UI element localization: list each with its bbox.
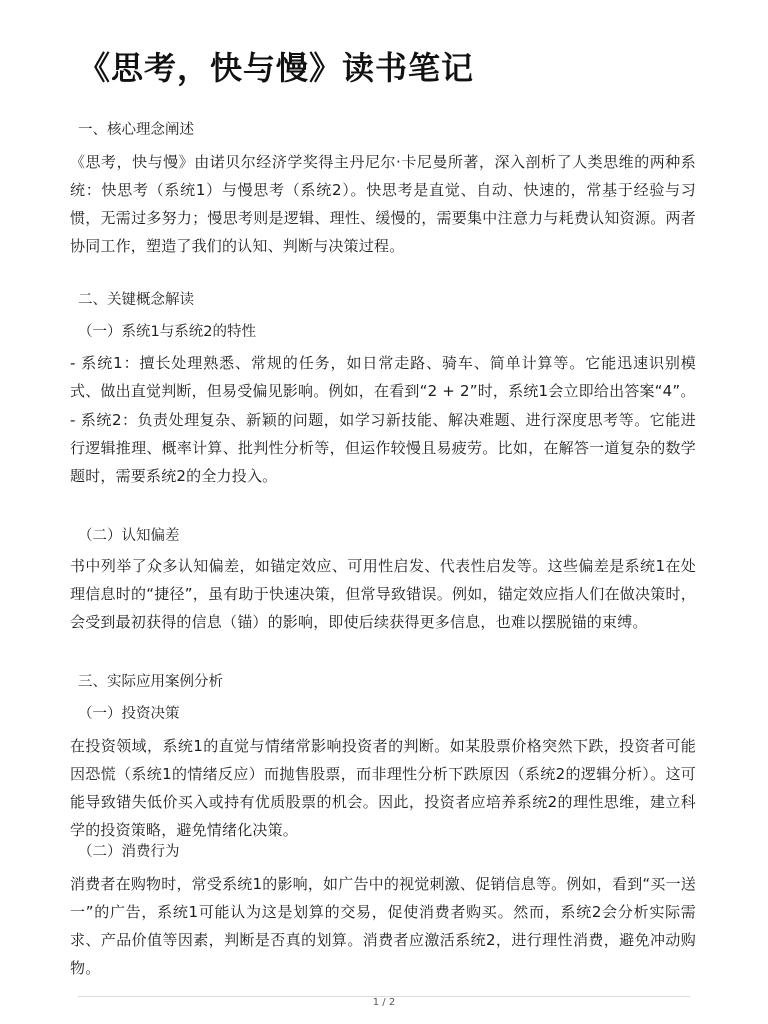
section-heading-core-ideas: 一、核心理念阐述 bbox=[78, 122, 194, 138]
section-heading-key-concepts: 二、关键概念解读 bbox=[78, 292, 194, 308]
paragraph-consumption: 消费者在购物时，常受系统1的影响，如广告中的视觉刺激、促销信息等。例如，看到“买一送一”的广告，系统1可能认为这是划算的交易，促使消费者购买。然而，系统2会分析实际需求、产品价值等因素，判断是否真的划算。消费者应激活系统2，进行理性消费，避免冲动购物。 bbox=[70, 875, 696, 977]
paragraph-cognitive-bias: 书中列举了众多认知偏差，如锚定效应、可用性启发、代表性启发等。这些偏差是系统1在处理信息时的“捷径”，虽有助于快速决策，但常导致错误。例如，锚定效应指人们在做决策时，会受到最初获得的信息（锚）的影响，即使后续获得更多信息，也难以摆脱锚的束缚。 bbox=[70, 557, 696, 631]
paragraph-system1: - 系统1：擅长处理熟悉、常规的任务，如日常走路、骑车、简单计算等。它能迅速识别模式、做出直觉判断，但易受偏见影响。例如，在看到“2 + 2”时，系统1会立即给出答案“4”。 bbox=[70, 354, 696, 400]
paragraph-system2: - 系统2：负责处理复杂、新颖的问题，如学习新技能、解决难题、进行深度思考等。它能进行逻辑推理、概率计算、批判性分析等，但运作较慢且易疲劳。比如，在解答一道复杂的数学题时，需要系统2的全力投入。 bbox=[70, 411, 696, 485]
subheading-investment: （一）投资决策 bbox=[78, 706, 180, 722]
section-heading-applications: 三、实际应用案例分析 bbox=[78, 674, 223, 690]
page-number: 1 / 2 bbox=[372, 997, 396, 1008]
paragraph-core-ideas: 《思考，快与慢》由诺贝尔经济学奖得主丹尼尔·卡尼曼所著，深入剖析了人类思维的两种系统：快思考（系统1）与慢思考（系统2）。快思考是直觉、自动、快速的，常基于经验与习惯，无需过多努力；慢思考则是逻辑、理性、缓慢的，需要集中注意力与耗费认知资源。两者协同工作，塑造了我们的认知、判断与决策过程。 bbox=[70, 153, 696, 255]
subheading-system-traits: （一）系统1与系统2的特性 bbox=[78, 324, 256, 340]
paragraph-investment: 在投资领域，系统1的直觉与情绪常影响投资者的判断。如某股票价格突然下跌，投资者可能因恐慌（系统1的情绪反应）而抛售股票，而非理性分析下跌原因（系统2的逻辑分析）。这可能导致错失低价买入或持有优质股票的机会。因此，投资者应培养系统2的理性思维，建立科学的投资策略，避免情绪化决策。 bbox=[70, 737, 696, 839]
document-title: 《思考，快与慢》读书笔记 bbox=[78, 49, 475, 87]
subheading-consumption: （二）消费行为 bbox=[78, 844, 180, 860]
subheading-cognitive-bias: （二）认知偏差 bbox=[78, 528, 180, 544]
